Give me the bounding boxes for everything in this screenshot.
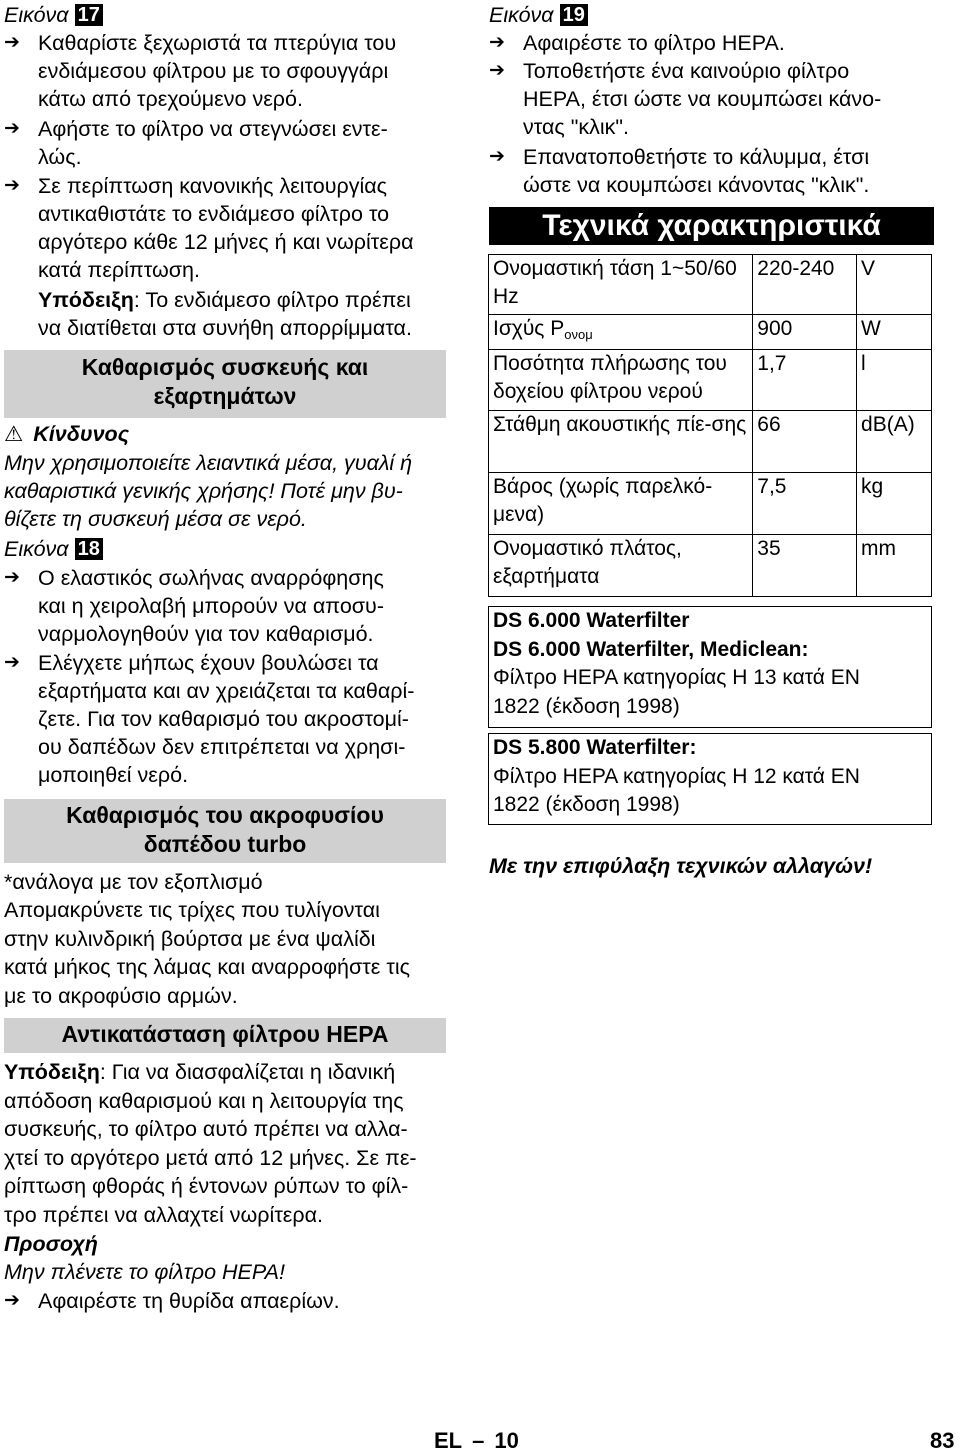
step-replace-filter: ➔ Σε περίπτωση κανονικής λειτουργίας αντικαθιστάτε το ενδιάμεσο φίλτρο το αργότερο κάθε 12 μήνες ή και νωρίτερα κατά περίπτωση.	[4, 174, 414, 282]
step-dry-filter: ➔ Αφήστε το φίλτρο να στεγνώσει εντε- λώς.	[4, 117, 388, 169]
arrow-icon: ➔	[4, 32, 20, 53]
arrow-icon: ➔	[489, 32, 505, 53]
arrow-icon: ➔	[4, 1290, 20, 1311]
page-number: 83	[930, 1428, 955, 1453]
step-disassemble: ➔ Ο ελαστικός σωλήνας αναρρόφησης και η χειρολαβή μπορούν να αποσυ- ναρμολογηθούν για τον καθαρισμό.	[4, 566, 384, 646]
arrow-icon: ➔	[4, 175, 20, 196]
specs-table	[488, 254, 932, 597]
arrow-icon: ➔	[4, 567, 20, 588]
table-row: Ισχύς $P_{o\nu o\mu}$ 900 W	[489, 315, 932, 350]
model-note-box-2: DS 5.800 Waterfilter: Φίλτρο HEPA κατηγορίας H 12 κατά EN 1822 (έκδοση 1998)	[488, 733, 932, 825]
disclaimer: Με την επιφύλαξη τεχνικών αλλαγών!	[489, 854, 873, 878]
table-row: Στάθμη ακουστικής πίε-σης 66 dB(A)	[489, 411, 932, 473]
step-remove-exhaust-cover: ➔ Αφαιρέστε τη θυρίδα απαερίων.	[4, 1289, 340, 1313]
note-disposal: Υπόδειξη: Το ενδιάμεσο φίλτρο πρέπει	[38, 288, 411, 312]
table-row: Ονομαστική τάση 1~50/60 Hz 220-240 V	[489, 255, 932, 315]
step-clean-wings: ➔ Καθαρίστε ξεχωριστά τα πτερύγια του ενδιάμεσου φίλτρου με το σφουγγάρι κάτω από τρεχούμενο νερό.	[4, 31, 397, 111]
arrow-icon: ➔	[4, 118, 20, 139]
section-heading-tech: Τεχνικά χαρακτηριστικά	[489, 207, 934, 245]
model-note-box-1: DS 6.000 Waterfilter DS 6.000 Waterfilter, Mediclean: Φίλτρο HEPA κατηγορίας H 13 κατά EN 1822 (έκδοση 1998)	[488, 606, 932, 728]
arrow-icon: ➔	[489, 146, 505, 167]
table-row: Βάρος (χωρίς παρελκό-μενα) 7,5 kg	[489, 473, 932, 535]
step-insert-hepa: ➔ Τοποθετήστε ένα καινούριο φίλτρο HEPA, έτσι ώστε να κουμπώσει κάνο- ντας "κλικ".	[489, 59, 882, 139]
table-row: Ονομαστικό πλάτος, εξαρτήματα 35 mm	[489, 535, 932, 597]
table-row: Ποσότητα πλήρωσης του δοχείου φίλτρου νερού 1,7 l	[489, 350, 932, 411]
figure-ref-18: Εικόνα 18	[4, 535, 103, 563]
figure-ref-17: Εικόνα 17	[4, 1, 103, 29]
figure-ref-19: Εικόνα 19	[489, 1, 588, 29]
footer-section: EL – 10	[434, 1428, 519, 1453]
section-heading-turbo: Καθαρισμός του ακροφυσίου δαπέδου turbo	[4, 799, 446, 863]
section-heading-hepa: Αντικατάσταση φίλτρου HEPA	[4, 1018, 446, 1053]
caution-text: Μην πλένετε το φίλτρο HEPA!	[4, 1260, 285, 1284]
step-check-clogging: ➔ Ελέγχετε μήπως έχουν βουλώσει τα εξαρτήματα και αν χρειάζεται τα καθαρί- ζετε. Για τον καθαρισμό του ακροστομί- ου δαπέδων δεν επιτρέπεται να χρησι- μοποιηθεί νερό.	[4, 651, 415, 787]
step-remove-hepa: ➔ Αφαιρέστε το φίλτρο HEPA.	[489, 31, 785, 55]
step-refit-cover: ➔ Επανατοποθετήστε το κάλυμμα, έτσι ώστε να κουμπώσει κάνοντας "κλικ".	[489, 145, 870, 197]
note-hepa: Υπόδειξη: Για να διασφαλίζεται η ιδανική	[4, 1060, 396, 1084]
arrow-icon: ➔	[4, 652, 20, 673]
warning-icon: ⚠	[4, 422, 24, 446]
arrow-icon: ➔	[489, 60, 505, 81]
section-heading-cleaning: Καθαρισμός συσκευής και εξαρτημάτων	[4, 350, 446, 418]
caution-heading: Προσοχή	[4, 1232, 98, 1256]
danger-heading: ⚠ Κίνδυνος	[4, 422, 130, 446]
